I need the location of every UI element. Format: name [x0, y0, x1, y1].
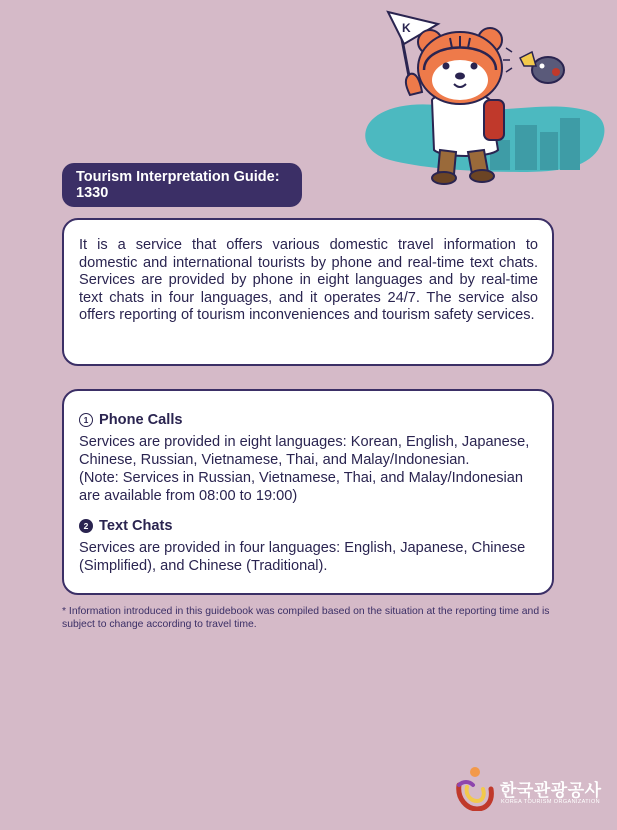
mascot-shoe	[470, 170, 494, 182]
description-box	[62, 218, 554, 366]
footnote: * Information introduced in this guidebook was compiled based on the situation at the reporting time and is subject to change according to travel time.	[62, 606, 550, 630]
mascot-illustration	[360, 0, 610, 190]
building	[515, 125, 537, 170]
mascot-eye	[443, 63, 450, 70]
section-heading-text: Text Chats	[99, 518, 173, 534]
section-text-chats	[79, 517, 538, 575]
section-heading	[79, 517, 538, 535]
section-line: (Note: Services in Russian, Vietnamese, Thai, and Malay/Indonesian are available from 08:00 to 19:00)	[79, 470, 523, 504]
description-text: It is a service that offers various domestic travel information to domestic and international tourists by phone and real-time text chats. Services are provided by phone in eight languages and by real-time text chats in four languages, and it operates 24/7. The service also offers reporting of tourism inconveniences and tourism safety services.	[79, 237, 538, 324]
mascot-leg	[438, 150, 456, 174]
kto-logo-mark-icon	[455, 763, 495, 811]
mascot-face	[432, 60, 488, 100]
page-title	[62, 163, 302, 207]
section-line: Services are provided in eight languages: Korean, English, Japanese, Chinese, Russian, Vietnamese, Thai, and Malay/Indonesian.	[79, 434, 530, 468]
kto-logo	[455, 763, 605, 813]
megaphone-icon	[520, 52, 536, 66]
mascot-shoe	[432, 172, 456, 184]
logo-english-text: KOREA TOURISM ORGANIZATION	[501, 799, 601, 805]
services-box	[62, 389, 554, 595]
section-body	[79, 433, 538, 505]
logo-korean-text: 한국관광공사	[500, 781, 602, 800]
circled-number-icon: 2	[79, 519, 93, 533]
mascot-nose	[455, 73, 465, 80]
sound-lines	[503, 48, 512, 72]
mascot-backpack	[484, 100, 504, 140]
section-body	[79, 539, 538, 575]
page-title-text: Tourism Interpretation Guide: 1330	[76, 169, 280, 201]
bird-eye	[540, 64, 545, 69]
building	[540, 132, 558, 170]
section-phone-calls	[79, 411, 538, 505]
building	[560, 118, 580, 170]
section-heading	[79, 411, 538, 429]
section-heading-text: Phone Calls	[99, 412, 183, 428]
circled-number-icon: 1	[79, 413, 93, 427]
mascot-eye	[471, 63, 478, 70]
bird-cheek	[552, 68, 560, 76]
flag-letter: K	[402, 21, 411, 35]
section-line: Services are provided in four languages: English, Japanese, Chinese (Simplified), and Chinese (Traditional).	[79, 540, 526, 574]
